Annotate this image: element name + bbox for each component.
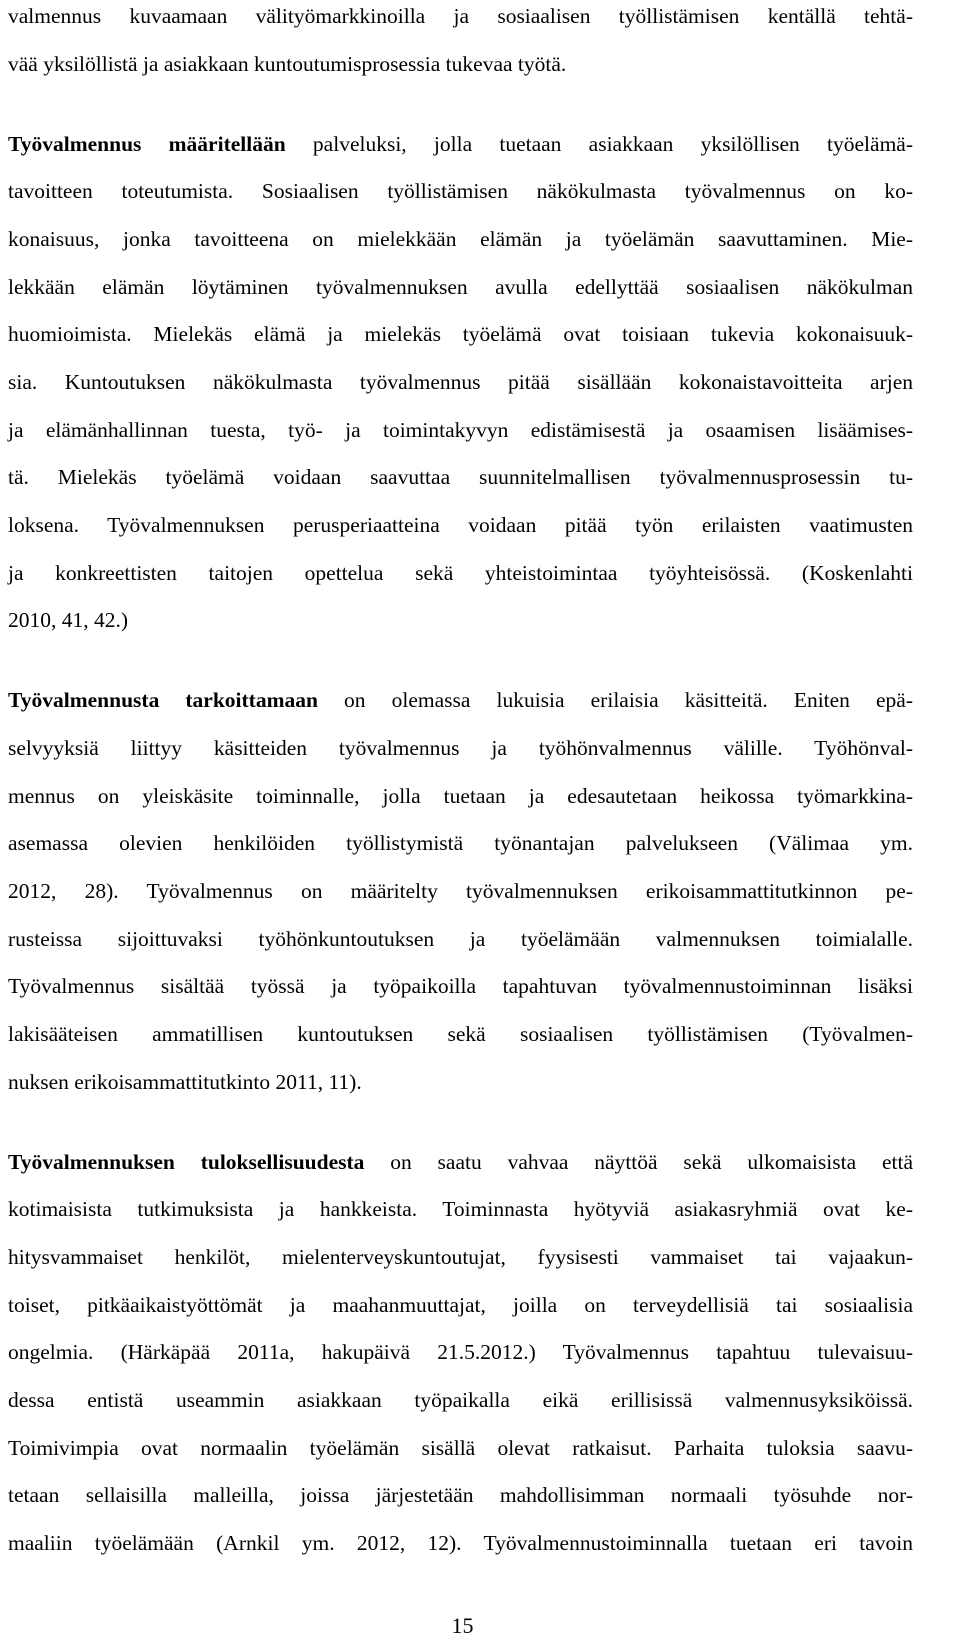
- page-number: 15: [451, 1613, 474, 1638]
- line-text: nuksen erikoisammattitutkinto 2011, 11).: [8, 1070, 362, 1094]
- line-text: kotimaisista tutkimuksista ja hankkeista. Toiminnasta hyötyviä asiakasryhmiä ovat ke-: [8, 1197, 913, 1221]
- text-line: [8, 828, 913, 858]
- text-line: [8, 415, 913, 445]
- text-line: [8, 685, 913, 715]
- text-line: [8, 224, 913, 254]
- paragraph-lead-term: Työvalmennuksen tuloksellisuudesta: [8, 1150, 365, 1174]
- text-line: [8, 1480, 913, 1510]
- paragraph-lead-term: Työvalmennusta tarkoittamaan: [8, 688, 318, 712]
- line-text: ja konkreettisten taitojen opettelua sekä yhteistoimintaa työyhteisössä. (Koskenlahti: [8, 561, 913, 585]
- text-line: [8, 1147, 913, 1177]
- line-text: toiset, pitkäaikaistyöttömät ja maahanmuuttajat, joilla on terveydellisiä tai sosiaalisia: [8, 1293, 913, 1317]
- line-text: loksena. Työvalmennuksen perusperiaatteina voidaan pitää työn erilaisten vaatimusten: [8, 513, 913, 537]
- line-text: hitysvammaiset henkilöt, mielenterveyskuntoutujat, fyysisesti vammaiset tai vajaakun-: [8, 1245, 913, 1269]
- line-text: maaliin työelämään (Arnkil ym. 2012, 12). Työvalmennustoiminnalla tuetaan eri tavoin: [8, 1531, 913, 1555]
- text-line: [8, 462, 913, 492]
- line-text: rusteissa sijoittuvaksi työhönkuntoutuksen ja työelämään valmennuksen toimialalle.: [8, 927, 913, 951]
- line-text: huomioimista. Mielekäs elämä ja mielekäs työelämä ovat toisiaan tukevia kokonaisuuk-: [8, 322, 913, 346]
- text-line: [8, 781, 913, 811]
- line-text: asemassa olevien henkilöiden työllistymistä työnantajan palvelukseen (Välimaa ym.: [8, 831, 913, 855]
- line-text: tä. Mielekäs työelämä voidaan saavuttaa suunnitelmallisen työvalmennusprosessin tu-: [8, 465, 913, 489]
- text-line: [8, 1019, 913, 1049]
- line-text: tavoitteen toteutumista. Sosiaalisen työllistämisen näkökulmasta työvalmennus on ko-: [8, 179, 913, 203]
- line-text: lakisääteisen ammatillisen kuntoutuksen sekä sosiaalisen työllistämisen (Työvalmen-: [8, 1022, 913, 1046]
- text-line: [8, 1067, 913, 1097]
- line-text: Toimivimpia ovat normaalin työelämän sisällä olevat ratkaisut. Parhaita tuloksia saavu-: [8, 1436, 913, 1460]
- line-text: valmennus kuvaamaan välityömarkkinoilla ja sosiaalisen työllistämisen kentällä tehtä-: [8, 4, 913, 28]
- text-line: [8, 1385, 913, 1415]
- line-text: vää yksilöllistä ja asiakkaan kuntoutumisprosessia tukevaa työtä.: [8, 52, 567, 76]
- line-text: sia. Kuntoutuksen näkökulmasta työvalmennus pitää sisällään kokonaistavoitteita arjen: [8, 370, 913, 394]
- paragraph-lead-term: Työvalmennus määritellään: [8, 132, 286, 156]
- line-text: dessa entistä useammin asiakkaan työpaikalla eikä erillisissä valmennusyksiköissä.: [8, 1388, 913, 1412]
- text-line: [8, 1433, 913, 1463]
- text-line: [8, 1194, 913, 1224]
- text-line: [8, 733, 913, 763]
- text-line: [8, 558, 913, 588]
- line-text: on olemassa lukuisia erilaisia käsitteitä. Eniten epä-: [317, 688, 914, 712]
- line-text: konaisuus, jonka tavoitteena on mielekkään elämän ja työelämän saavuttaminen. Mie-: [8, 227, 913, 251]
- text-line: [8, 367, 913, 397]
- text-line: [8, 876, 913, 906]
- line-text: lekkään elämän löytäminen työvalmennuksen avulla edellyttää sosiaalisen näkökulman: [8, 275, 913, 299]
- text-line: [8, 49, 913, 79]
- line-text: selvyyksiä liittyy käsitteiden työvalmennus ja työhönvalmennus välille. Työhönval-: [8, 736, 913, 760]
- text-line: [8, 605, 913, 635]
- text-line: [8, 129, 913, 159]
- line-text: palveluksi, jolla tuetaan asiakkaan yksilöllisen työelämä-: [285, 132, 913, 156]
- text-line: [8, 1528, 913, 1558]
- text-line: [8, 176, 913, 206]
- text-line: [8, 1242, 913, 1272]
- line-text: tetaan sellaisilla malleilla, joissa järjestetään mahdollisimman normaali työsuhde nor-: [8, 1483, 913, 1507]
- text-line: [8, 924, 913, 954]
- line-text: mennus on yleiskäsite toiminnalle, jolla tuetaan ja edesautetaan heikossa työmarkkina-: [8, 784, 913, 808]
- text-line: [8, 971, 913, 1001]
- text-line: [8, 510, 913, 540]
- line-text: 2010, 41, 42.): [8, 608, 129, 632]
- line-text: 2012, 28). Työvalmennus on määritelty työvalmennuksen erikoisammattitutkinnon pe-: [8, 879, 913, 903]
- text-line: [8, 272, 913, 302]
- line-text: Työvalmennus sisältää työssä ja työpaikoilla tapahtuvan työvalmennustoiminnan lisäksi: [8, 974, 913, 998]
- line-text: ongelmia. (Härkäpää 2011a, hakupäivä 21.5.2012.) Työvalmennus tapahtuu tulevaisuu-: [8, 1340, 913, 1364]
- text-line: [8, 1290, 913, 1320]
- text-line: [8, 1337, 913, 1367]
- line-text: on saatu vahvaa näyttöä sekä ulkomaisista että: [364, 1150, 913, 1174]
- text-line: [8, 1, 913, 31]
- line-text: ja elämänhallinnan tuesta, työ- ja toimintakyvyn edistämisestä ja osaamisen lisäämises-: [8, 418, 913, 442]
- text-line: [8, 319, 913, 349]
